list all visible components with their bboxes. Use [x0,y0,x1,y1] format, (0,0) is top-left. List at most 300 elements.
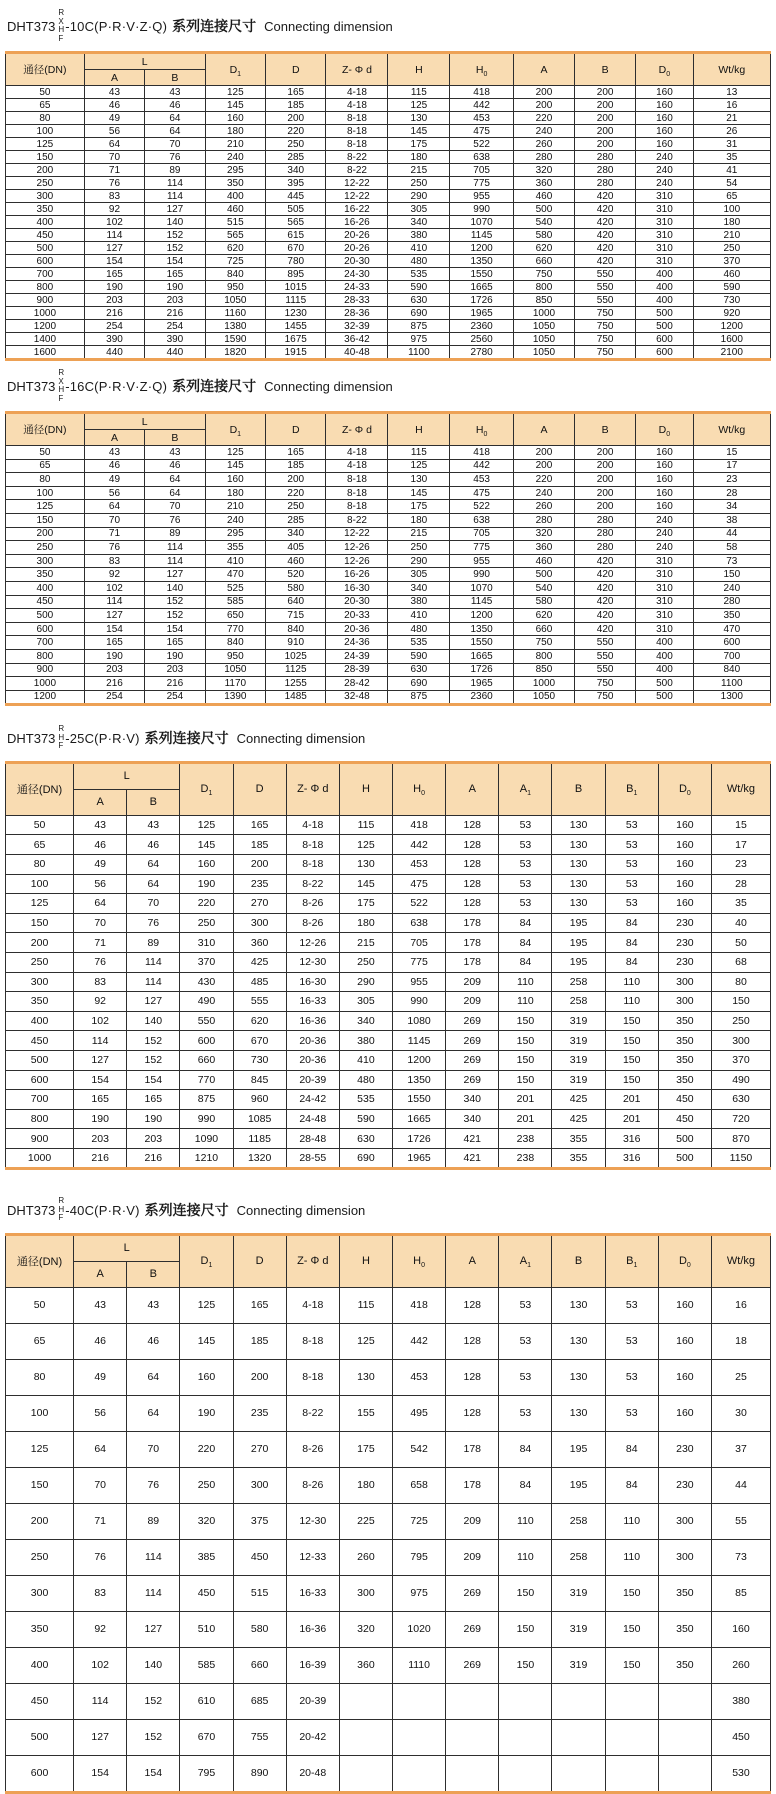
col-header-base: Wt/kg [726,1255,756,1268]
table-cell: 71 [84,164,144,177]
table-cell: 150 [605,1050,658,1070]
table-cell: 1015 [266,281,326,294]
table-cell: 216 [127,1148,180,1169]
table-cell: 380 [711,1683,770,1719]
table-row [6,1070,771,1090]
table-cell: 2560 [450,333,513,346]
table-cell: 190 [145,281,205,294]
table-cell: 165 [266,446,326,460]
table-cell: 705 [393,933,446,953]
table-cell: 269 [446,1050,499,1070]
col-header-base: D [229,63,238,76]
table-cell: 350 [658,1647,711,1683]
table-cell: 145 [388,125,450,138]
col-header [605,762,658,815]
table-cell: 700 [6,636,85,650]
table-cell: 319 [552,1611,605,1647]
table-cell: 280 [575,151,636,164]
table-cell: 17 [693,459,770,473]
table-cell: 250 [6,541,85,555]
table-cell: 185 [266,99,326,112]
table-cell: 1000 [6,1148,74,1169]
table-cell: 240 [636,177,693,190]
table-cell: 800 [6,281,85,294]
table-row [6,320,771,333]
table-cell: 540 [513,581,574,595]
table-cell [393,1755,446,1792]
table-cell: 870 [711,1129,770,1149]
table-cell: 160 [636,86,693,99]
col-header [393,1234,446,1287]
table-cell: 84 [499,913,552,933]
table-cell: 442 [393,1323,446,1359]
table-cell: 160 [636,99,693,112]
table-cell: 65 [6,835,74,855]
col-header [636,413,693,446]
table-cell: 203 [145,294,205,307]
title-series-cn: 系列连接尺寸 [172,18,257,34]
table-cell: 200 [513,446,574,460]
col-header [658,762,711,815]
table-cell: 154 [145,622,205,636]
table-cell: 705 [450,527,513,541]
table-cell: 350 [6,1611,74,1647]
table-cell: 114 [145,554,205,568]
col-header [552,1234,605,1287]
col-header-base: D [678,1255,687,1268]
table-row [6,649,771,663]
table-cell: 418 [450,86,513,99]
table-cell: 200 [6,527,85,541]
table-cell: 350 [658,1031,711,1051]
table-cell: 1600 [6,346,85,360]
table-cell: 84 [499,952,552,972]
table-cell: 13 [693,86,770,99]
table-row [6,1431,771,1467]
table-cell: 16 [711,1287,770,1323]
table-cell: 1125 [266,663,326,677]
table-cell [339,1755,392,1792]
col-header-dn: 通径(DN) [6,53,85,86]
table-cell: 540 [513,216,574,229]
table-cell: 250 [180,913,233,933]
table-cell: 1390 [205,690,265,705]
table-row [6,1109,771,1129]
table-cell: 49 [74,854,127,874]
table-cell: 140 [145,216,205,229]
table-cell: 260 [513,138,574,151]
table-cell: 410 [388,242,450,255]
table-cell: 1665 [393,1109,446,1129]
table-cell [605,1719,658,1755]
table-cell: 64 [145,486,205,500]
col-header [658,1234,711,1287]
table-cell: 64 [84,500,144,514]
table-cell: 49 [74,1359,127,1395]
table-cell: 44 [711,1467,770,1503]
table-row [6,972,771,992]
table-cell: 70 [84,513,144,527]
table-cell: 46 [127,835,180,855]
table-cell: 420 [575,554,636,568]
table-cell: 8-26 [286,1431,339,1467]
table-cell: 990 [450,568,513,582]
table-row [6,992,771,1012]
table-cell: 4-18 [326,99,388,112]
table-cell: 89 [145,164,205,177]
table-cell: 130 [552,815,605,835]
table-cell: 70 [145,500,205,514]
table-cell: 250 [388,177,450,190]
table-cell: 495 [393,1395,446,1431]
title-series-cn: 系列连接尺寸 [172,378,257,394]
table-cell: 185 [266,459,326,473]
table-cell: 775 [450,541,513,555]
table-cell: 185 [233,1323,286,1359]
table-cell: 515 [205,216,265,229]
table-cell: 840 [266,622,326,636]
table-cell: 8-22 [326,164,388,177]
table-cell: 24-36 [326,636,388,650]
table-cell: 410 [388,609,450,623]
table-cell: 100 [6,125,85,138]
table-cell: 16-22 [326,203,388,216]
table-cell: 450 [6,595,85,609]
table-cell: 500 [513,568,574,582]
table-cell: 565 [266,216,326,229]
table-cell: 76 [84,177,144,190]
table-cell: 150 [499,1011,552,1031]
table-cell: 16-36 [286,1011,339,1031]
table-cell: 150 [6,913,74,933]
table-row [6,307,771,320]
title-variant-letter: H [58,385,65,394]
table-cell: 53 [605,1359,658,1395]
col-header-base: H [413,783,422,796]
table-row [6,894,771,914]
table-cell: 200 [575,473,636,487]
table-cell: 20-26 [326,242,388,255]
table-cell: 46 [145,99,205,112]
table-cell: 340 [446,1090,499,1110]
table-cell: 320 [339,1611,392,1647]
table-cell: 380 [339,1031,392,1051]
table-cell: 250 [266,500,326,514]
table-cell: 240 [513,486,574,500]
table-cell: 180 [205,125,265,138]
table-cell: 319 [552,1011,605,1031]
table-cell: 670 [266,242,326,255]
table-cell: 660 [180,1050,233,1070]
table-cell [499,1683,552,1719]
table-cell: 420 [575,203,636,216]
table-cell: 53 [605,854,658,874]
table-cell: 750 [575,677,636,691]
table-cell: 203 [74,1129,127,1149]
table-cell: 2780 [450,346,513,360]
col-header-base: D [291,423,300,436]
table-cell: 8-18 [286,1323,339,1359]
table-cell: 220 [180,1431,233,1467]
table-cell: 20-30 [326,255,388,268]
col-header-base: H [475,63,484,76]
table-cell: 76 [127,1467,180,1503]
table-cell: 127 [127,1611,180,1647]
col-header [450,413,513,446]
table-cell: 300 [658,972,711,992]
table-cell: 203 [127,1129,180,1149]
table-cell: 240 [693,581,770,595]
table-cell: 160 [205,112,265,125]
table-cell: 180 [693,216,770,229]
table-cell: 84 [605,933,658,953]
table-cell: 128 [446,1287,499,1323]
table-cell: 216 [145,677,205,691]
table-cell: 55 [711,1503,770,1539]
table-cell: 127 [145,203,205,216]
table-cell: 550 [575,663,636,677]
table-cell: 130 [552,1323,605,1359]
col-header [499,762,552,815]
table-cell: 620 [205,242,265,255]
col-header-base: H [413,1255,422,1268]
table-cell: 305 [388,568,450,582]
table-cell: 209 [446,1503,499,1539]
table-cell: 80 [6,112,85,125]
table-cell: 53 [605,874,658,894]
table-row [6,854,771,874]
table-cell: 1200 [393,1050,446,1070]
col-header [636,53,693,86]
table-cell: 350 [6,568,85,582]
col-header-subscript: 1 [527,790,532,798]
table-cell: 200 [6,933,74,953]
table-cell: 178 [446,1431,499,1467]
table-cell: 180 [388,151,450,164]
table-cell: 20-33 [326,609,388,623]
table-cell: 150 [499,1031,552,1051]
table-cell: 210 [693,229,770,242]
table-cell: 800 [6,649,85,663]
col-header [233,762,286,815]
table-cell: 150 [499,1070,552,1090]
table-row [6,1647,771,1683]
table-cell: 238 [499,1129,552,1149]
col-header-b: B [145,430,205,446]
table-cell: 180 [388,513,450,527]
table-cell: 53 [499,854,552,874]
table-cell: 178 [446,913,499,933]
table-cell: 1550 [393,1090,446,1110]
col-header-base: Wt/kg [718,423,746,436]
table-cell: 150 [605,1070,658,1090]
table-cell: 590 [693,281,770,294]
table-cell: 1550 [450,268,513,281]
table-cell [605,1683,658,1719]
table-cell: 254 [84,320,144,333]
table-cell: 240 [636,527,693,541]
table-cell: 300 [6,1575,74,1611]
table-cell: 280 [575,513,636,527]
table-cell: 920 [693,307,770,320]
table-cell: 127 [74,1050,127,1070]
table-cell: 280 [693,595,770,609]
table-cell: 340 [446,1109,499,1129]
table-cell: 405 [266,541,326,555]
table-cell: 8-18 [326,500,388,514]
table-cell: 190 [145,649,205,663]
table-cell: 83 [84,554,144,568]
table-cell: 160 [636,486,693,500]
table-cell: 240 [513,125,574,138]
table-cell: 114 [84,229,144,242]
col-header [575,53,636,86]
table-cell: 340 [266,527,326,541]
table-cell: 50 [711,933,770,953]
table-cell: 475 [450,486,513,500]
col-header [552,762,605,815]
table-cell: 127 [84,242,144,255]
table-cell: 385 [180,1539,233,1575]
table-cell: 154 [84,622,144,636]
table-cell: 580 [513,595,574,609]
table-cell: 421 [446,1148,499,1169]
table-cell: 64 [84,138,144,151]
table-cell: 240 [636,541,693,555]
table-cell: 114 [145,177,205,190]
table-cell: 160 [658,854,711,874]
table-cell: 490 [180,992,233,1012]
table-cell: 1110 [393,1647,446,1683]
table-cell: 76 [84,541,144,555]
col-header-subscript: 1 [237,430,242,438]
table-cell: 209 [446,992,499,1012]
table-cell: 310 [636,255,693,268]
table-cell: 500 [6,1719,74,1755]
table-cell: 638 [450,151,513,164]
col-header [575,413,636,446]
table-cell: 8-22 [326,151,388,164]
dimension-table [5,51,771,361]
table-cell: 250 [6,1539,74,1575]
table-cell: 114 [127,972,180,992]
table-row [6,913,771,933]
col-header-base: A [519,1255,528,1268]
table-cell: 200 [233,1359,286,1395]
table-cell: 152 [145,229,205,242]
table-cell: 46 [84,459,144,473]
table-cell: 310 [636,216,693,229]
table-cell: 195 [552,913,605,933]
table-cell: 200 [266,112,326,125]
table-row [6,622,771,636]
table-cell: 178 [446,933,499,953]
table-cell: 150 [499,1050,552,1070]
col-header-subscript: 0 [686,1262,691,1270]
table-cell: 152 [127,1683,180,1719]
table-cell: 195 [552,1431,605,1467]
table-cell: 230 [658,1431,711,1467]
table-cell: 84 [499,1467,552,1503]
table-cell: 201 [605,1090,658,1110]
table-row [6,874,771,894]
table-cell: 310 [636,595,693,609]
col-header-base: Z- Φ d [297,783,329,796]
table-row [6,1611,771,1647]
table-cell: 390 [84,333,144,346]
table-row [6,1323,771,1359]
table-cell: 150 [6,1467,74,1503]
table-cell: 16-26 [326,568,388,582]
table-cell: 300 [658,1539,711,1575]
table-row [6,690,771,705]
table-cell: 24-42 [286,1090,339,1110]
table-cell: 250 [339,952,392,972]
table-cell: 705 [450,164,513,177]
col-header-base: Z- Φ d [341,63,372,76]
table-cell: 600 [180,1031,233,1051]
table-row [6,229,771,242]
table-cell: 490 [711,1070,770,1090]
col-header-subscript: 0 [686,790,691,798]
table-cell: 660 [513,255,574,268]
table-cell: 550 [575,294,636,307]
table-cell: 280 [513,151,574,164]
title-series-en: Connecting dimension [264,18,393,34]
table-cell [552,1719,605,1755]
table-cell: 50 [6,1287,74,1323]
table-row [6,500,771,514]
table-cell: 165 [233,1287,286,1323]
table-cell: 460 [205,203,265,216]
col-header [180,1234,233,1287]
table-cell: 420 [575,229,636,242]
table-cell: 178 [446,952,499,972]
table-cell: 295 [205,527,265,541]
table-cell: 500 [6,242,85,255]
col-header [286,1234,339,1287]
table-cell: 400 [205,190,265,203]
table-cell: 53 [605,815,658,835]
table-cell: 480 [339,1070,392,1090]
table-cell: 580 [266,581,326,595]
table-cell: 660 [513,622,574,636]
table-cell: 210 [205,500,265,514]
table-cell: 895 [266,268,326,281]
table-row [6,952,771,972]
table-cell: 1665 [450,281,513,294]
table-cell: 310 [180,933,233,953]
table-cell: 200 [6,1503,74,1539]
table-cell: 125 [6,894,74,914]
table-cell: 37 [711,1431,770,1467]
title-variant-stack [58,725,64,751]
table-cell: 152 [127,1719,180,1755]
table-cell: 730 [233,1050,286,1070]
table-cell: 453 [450,473,513,487]
col-header [499,1234,552,1287]
table-row [6,138,771,151]
table-cell: 64 [127,1395,180,1431]
table-cell: 28-48 [286,1129,339,1149]
col-header [326,53,388,86]
table-cell: 220 [266,486,326,500]
table-cell: 420 [575,622,636,636]
table-cell: 1455 [266,320,326,333]
table-row [6,835,771,855]
table-cell: 258 [552,1503,605,1539]
table-cell: 522 [393,894,446,914]
